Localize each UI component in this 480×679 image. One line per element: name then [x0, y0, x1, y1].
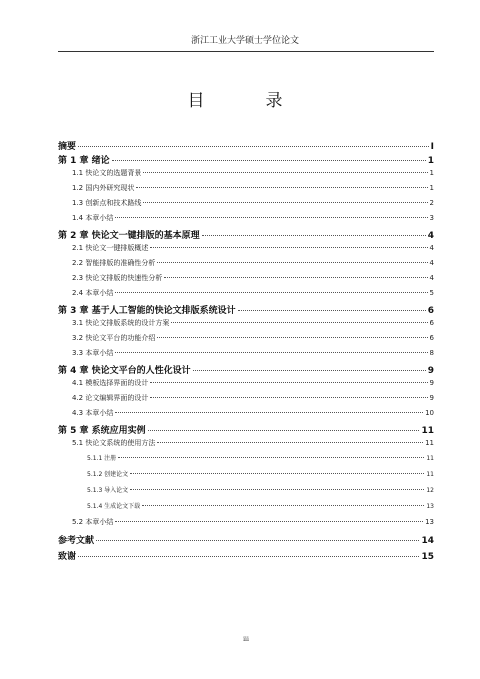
toc-entry[interactable] [58, 139, 434, 152]
toc-entry-page: 13 [426, 503, 434, 510]
toc-entry[interactable] [58, 168, 434, 178]
toc-dot-leader [78, 146, 429, 147]
toc-dot-leader [148, 430, 420, 431]
toc-entry-page: 11 [425, 439, 434, 447]
toc-dot-leader [143, 202, 427, 203]
toc-entry-page: 5 [429, 289, 434, 297]
toc-entry-title: 5.1.1 注册 [87, 455, 117, 462]
toc-entry[interactable] [58, 243, 434, 253]
toc-entry-page: 11 [426, 455, 434, 462]
toc-dot-leader [193, 370, 426, 371]
toc-entry-title: 5.1.3 导入论文 [87, 487, 129, 494]
toc-dot-leader [238, 310, 426, 311]
toc-dot-leader [171, 322, 427, 323]
toc-entry-page: I [430, 142, 434, 152]
toc-entry-title: 2.2 智能排版的准确性分析 [72, 259, 156, 267]
toc-dot-leader [202, 235, 426, 236]
toc-entry-page: 10 [425, 409, 434, 417]
toc-entry-title: 3.1 快论文排版系统的设计方案 [72, 319, 170, 327]
toc-dot-leader [150, 247, 427, 248]
toc-entry[interactable] [58, 408, 434, 418]
toc-entry[interactable] [58, 198, 434, 208]
toc-dot-leader [115, 292, 427, 293]
toc-entry[interactable] [58, 453, 434, 462]
toc-entry[interactable] [58, 423, 434, 436]
toc-entry-title: 5.1.4 生成论文下载 [87, 503, 141, 510]
toc-entry[interactable] [58, 348, 434, 358]
toc-entry-title: 第 4 章 快论文平台的人性化设计 [58, 366, 191, 376]
toc-entry-title: 第 1 章 绪论 [58, 156, 110, 166]
toc-dot-leader [136, 187, 427, 188]
toc-entry[interactable] [58, 438, 434, 448]
toc-dot-leader [150, 397, 427, 398]
toc-entry-title: 致谢 [58, 552, 77, 562]
toc-entry-page: 4 [429, 244, 434, 252]
toc-entry-title: 第 2 章 快论文一键排版的基本原理 [58, 231, 200, 241]
toc-entry-title: 1.4 本章小结 [72, 214, 114, 222]
toc-dot-leader [115, 412, 423, 413]
toc-entry[interactable] [58, 533, 434, 546]
toc-entry[interactable] [58, 485, 434, 494]
toc-entry[interactable] [58, 273, 434, 283]
toc-entry-title: 3.3 本章小结 [72, 349, 114, 357]
toc-entry-page: 1 [427, 156, 434, 166]
toc-entry-page: 8 [429, 349, 434, 357]
page-title: 目 录 [187, 91, 305, 111]
toc-dot-leader [78, 556, 419, 557]
toc-entry[interactable] [58, 393, 434, 403]
toc-dot-leader [150, 382, 427, 383]
toc-entry-title: 1.2 国内外研究现状 [72, 184, 135, 192]
toc-entry[interactable] [58, 183, 434, 193]
toc-entry-title: 第 3 章 基于人工智能的快论文排版系统设计 [58, 306, 236, 316]
toc-dot-leader [157, 262, 427, 263]
toc-entry-page: 4 [427, 231, 434, 241]
toc-entry[interactable] [58, 258, 434, 268]
toc-entry-title: 参考文献 [58, 536, 95, 546]
toc-entry-page: 9 [429, 394, 434, 402]
toc-entry[interactable] [58, 378, 434, 388]
toc-dot-leader [157, 442, 423, 443]
toc-entry[interactable] [58, 228, 434, 241]
toc-dot-leader [115, 352, 427, 353]
toc-entry[interactable] [58, 333, 434, 343]
toc-entry-page: 9 [427, 366, 434, 376]
toc-entry-page: 6 [429, 334, 434, 342]
toc-dot-leader [142, 505, 424, 506]
toc-entry[interactable] [58, 549, 434, 562]
toc-entry-title: 5.1 快论文系统的使用方法 [72, 439, 156, 447]
toc-dot-leader [112, 160, 426, 161]
toc-entry-page: 14 [421, 536, 434, 546]
page-number: iii [243, 636, 249, 643]
toc-entry[interactable] [58, 517, 434, 527]
toc-entry[interactable] [58, 153, 434, 166]
toc-dot-leader [118, 457, 424, 458]
toc-entry-title: 1.1 快论文的选题背景 [72, 169, 142, 177]
toc-entry-page: 15 [421, 552, 434, 562]
header-divider [58, 51, 434, 52]
toc-dot-leader [115, 217, 427, 218]
toc-dot-leader [143, 172, 427, 173]
toc-entry-page: 9 [429, 379, 434, 387]
toc-entry[interactable] [58, 288, 434, 298]
toc-entry-page: 1 [429, 169, 434, 177]
toc-entry-page: 4 [429, 274, 434, 282]
toc-entry-page: 11 [426, 471, 434, 478]
toc-entry-title: 2.4 本章小结 [72, 289, 114, 297]
toc-entry-title: 摘要 [58, 142, 77, 152]
toc-entry-page: 6 [429, 319, 434, 327]
toc-entry-title: 5.2 本章小结 [72, 518, 114, 526]
toc-entry-page: 1 [429, 184, 434, 192]
toc-entry-title: 1.3 创新点和技术路线 [72, 199, 142, 207]
toc-entry-title: 5.1.2 创建论文 [87, 471, 129, 478]
toc-entry-page: 4 [429, 259, 434, 267]
toc-entry-title: 第 5 章 系统应用实例 [58, 426, 146, 436]
toc-dot-leader [130, 473, 424, 474]
toc-entry-page: 13 [425, 518, 434, 526]
toc-entry[interactable] [58, 363, 434, 376]
toc-dot-leader [164, 277, 427, 278]
toc-entry-title: 4.3 本章小结 [72, 409, 114, 417]
toc-entry-page: 11 [421, 426, 434, 436]
toc-entry-page: 6 [427, 306, 434, 316]
toc-entry-page: 3 [429, 214, 434, 222]
toc-entry[interactable] [58, 318, 434, 328]
toc-entry-title: 2.1 快论文一键排版概述 [72, 244, 149, 252]
toc-entry-page: 2 [429, 199, 434, 207]
toc-entry-title: 4.2 论文编辑界面的设计 [72, 394, 149, 402]
toc-entry-title: 2.3 快论文排版的快速性分析 [72, 274, 163, 282]
running-header: 浙江工业大学硕士学位论文 [190, 36, 299, 46]
toc-entry[interactable] [58, 213, 434, 223]
toc-entry-page: 12 [426, 487, 434, 494]
toc-dot-leader [115, 521, 423, 522]
toc-entry[interactable] [58, 469, 434, 478]
toc-entry[interactable] [58, 501, 434, 510]
toc-entry[interactable] [58, 303, 434, 316]
toc-dot-leader [96, 540, 419, 541]
toc-entry-title: 3.2 快论文平台的功能介绍 [72, 334, 156, 342]
toc-dot-leader [130, 489, 424, 490]
toc-dot-leader [157, 337, 427, 338]
toc-entry-title: 4.1 模板选择界面的设计 [72, 379, 149, 387]
